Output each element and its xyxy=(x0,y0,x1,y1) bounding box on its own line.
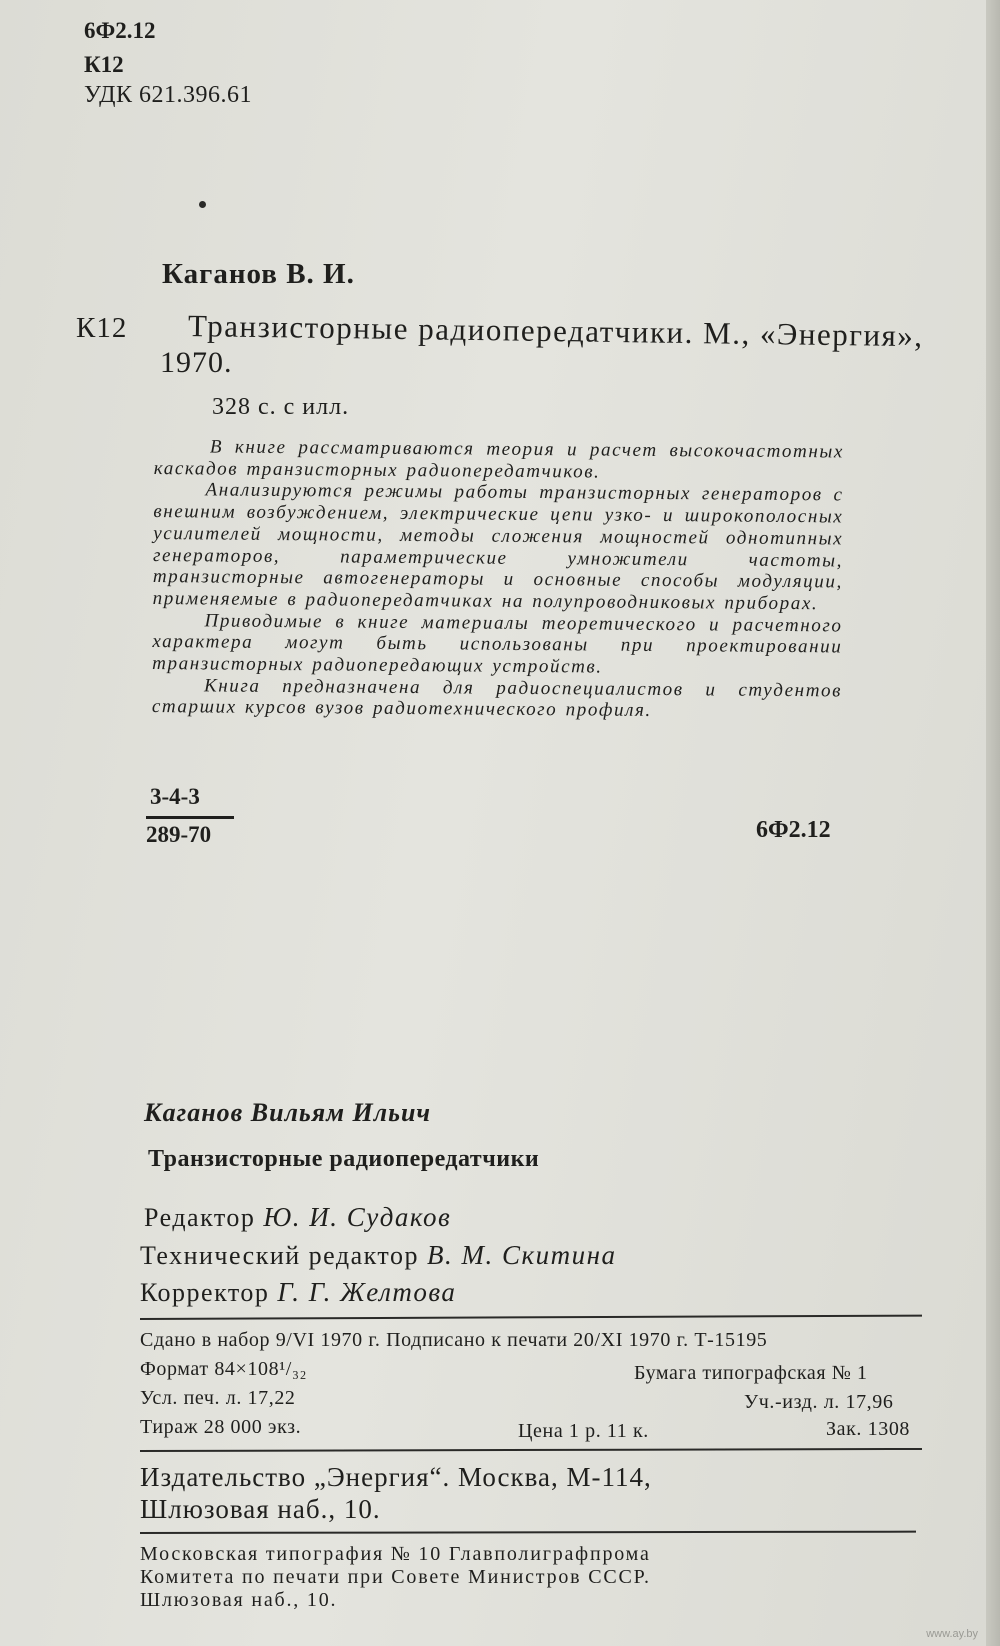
watermark: www.ay.by xyxy=(926,1628,978,1640)
editor-label: Редактор xyxy=(144,1203,256,1232)
code-numerator: 3-4-3 xyxy=(150,784,200,809)
abstract xyxy=(152,436,844,724)
paper-line: Бумага типографская № 1 xyxy=(634,1362,868,1384)
card-pages: 328 с. с илл. xyxy=(212,394,350,420)
card-author: Каганов В. И. xyxy=(162,258,355,290)
abstract-paragraph: В книге рассматриваются теория и расчет высокочастотных каскадов транзисторных радиопередатчиков. xyxy=(153,436,844,483)
corrector-name: Г. Г. Желтова xyxy=(277,1277,457,1307)
printer-line1: Московская типография № 10 Главполиграфпрома xyxy=(140,1543,651,1565)
code-denominator: 289-70 xyxy=(146,822,212,847)
udk-code: УДК 621.396.61 xyxy=(84,82,252,108)
page-edge xyxy=(986,0,1000,1646)
classification-code-right: 6Ф2.12 xyxy=(756,817,831,843)
format-line: Формат 84×108¹/₃₂ xyxy=(140,1358,308,1380)
corrector-label: Корректор xyxy=(140,1278,270,1307)
classification-code: 6Ф2.12 xyxy=(84,18,156,43)
printer-line3: Шлюзовая наб., 10. xyxy=(140,1589,338,1611)
publisher-line1: Издательство „Энергия“. Москва, М-114, xyxy=(140,1462,652,1492)
publisher-line2: Шлюзовая наб., 10. xyxy=(140,1494,381,1524)
colophon-title: Транзисторные радиопередатчики xyxy=(148,1146,540,1172)
printer-line2: Комитета по печати при Совете Министров СССР. xyxy=(140,1566,651,1588)
divider xyxy=(140,1315,922,1320)
print-sheets: Усл. печ. л. 17,22 xyxy=(140,1387,296,1409)
colophon-author: Каганов Вильям Ильич xyxy=(144,1098,432,1127)
card-mark: К12 xyxy=(76,312,128,344)
tech-editor-name: В. М. Скитина xyxy=(426,1240,617,1270)
publisher-sheets: Уч.-изд. л. 17,96 xyxy=(744,1391,894,1413)
ink-dot xyxy=(199,201,206,208)
card-title-line1: Транзисторные радиопередатчики. М., «Энергия», xyxy=(187,308,924,354)
circulation: Тираж 28 000 экз. xyxy=(140,1416,302,1438)
author-mark: К12 xyxy=(84,52,124,77)
divider xyxy=(140,1448,922,1452)
abstract-paragraph: Анализируются режимы работы транзисторных генераторов с внешним возбуждением, электрические цепи узко- и широкополосных усилителей мощности, методы сложения мощностей однотипных генераторов, параметрические умножители частоты, транзисторные автогенераторы и основные способы модуляции, применяемые в радиопередатчиках на полупроводниковых приборах. xyxy=(152,479,844,615)
fraction-bar xyxy=(146,816,234,819)
price: Цена 1 р. 11 к. xyxy=(518,1420,649,1442)
divider xyxy=(140,1531,916,1534)
tech-editor-label: Технический редактор xyxy=(140,1241,419,1270)
abstract-paragraph: Книга предназначена для радиоспециалистов и студентов старших курсов вузов радиотехнического профиля. xyxy=(151,675,843,722)
corrector-line xyxy=(140,1277,456,1308)
editor-line xyxy=(144,1202,451,1233)
submitted-line: Сдано в набор 9/VI 1970 г. Подписано к печати 20/XI 1970 г. Т-15195 xyxy=(140,1329,768,1351)
editor-name: Ю. И. Судаков xyxy=(263,1202,452,1232)
order-number: Зак. 1308 xyxy=(826,1418,911,1440)
tech-editor-line xyxy=(140,1240,616,1271)
card-title-line2: 1970. xyxy=(160,346,233,379)
abstract-paragraph: Приводимые в книге материалы теоретического и расчетного характера могут быть использованы при проектировании транзисторных радиопередающих устройств. xyxy=(152,610,843,678)
